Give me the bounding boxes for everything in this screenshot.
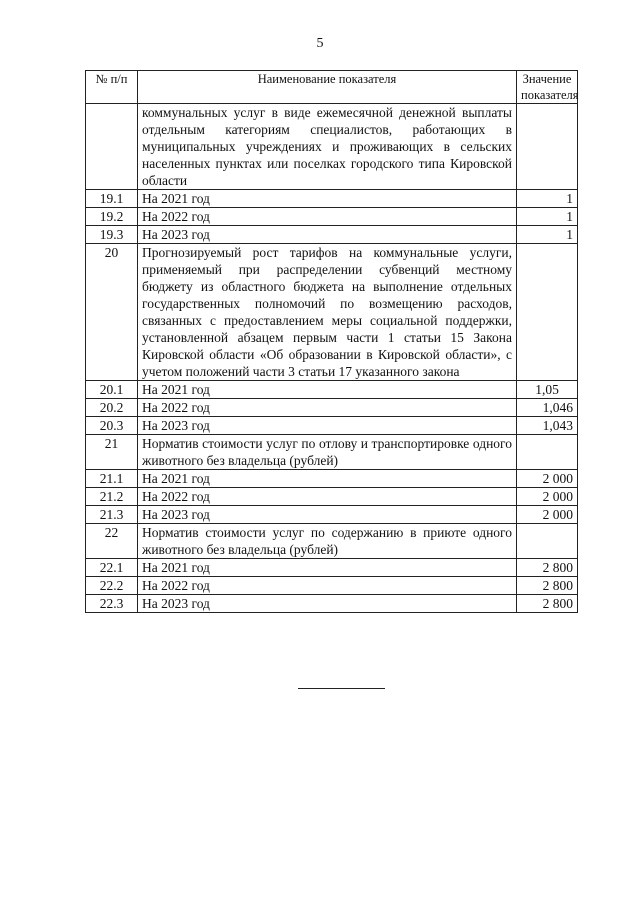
table-row	[86, 506, 578, 524]
row-indicator-name: На 2021 год	[138, 190, 517, 208]
table-row	[86, 488, 578, 506]
row-number: 22.1	[86, 559, 138, 577]
row-indicator-name: На 2023 год	[138, 226, 517, 244]
row-number: 21.3	[86, 506, 138, 524]
table-row	[86, 435, 578, 470]
row-indicator-value: 1,046	[517, 399, 578, 417]
row-indicator-value: 1	[517, 226, 578, 244]
row-indicator-value	[517, 244, 578, 381]
row-indicator-name: На 2021 год	[138, 470, 517, 488]
row-indicator-name: На 2023 год	[138, 417, 517, 435]
table-row	[86, 226, 578, 244]
row-number: 19.3	[86, 226, 138, 244]
table-row	[86, 417, 578, 435]
row-indicator-value: 2 000	[517, 488, 578, 506]
row-number: 21.1	[86, 470, 138, 488]
row-indicator-name: На 2022 год	[138, 208, 517, 226]
table-row	[86, 559, 578, 577]
row-number: 21	[86, 435, 138, 470]
row-indicator-name: На 2022 год	[138, 577, 517, 595]
table-row	[86, 208, 578, 226]
table-row	[86, 577, 578, 595]
end-of-document-line	[298, 688, 385, 689]
row-indicator-value: 2 800	[517, 577, 578, 595]
row-indicator-value	[517, 524, 578, 559]
row-number: 20.1	[86, 381, 138, 399]
table-body	[86, 104, 578, 613]
table-row	[86, 399, 578, 417]
row-indicator-name: На 2022 год	[138, 488, 517, 506]
row-indicator-value: 1,043	[517, 417, 578, 435]
row-indicator-name: На 2021 год	[138, 381, 517, 399]
row-indicator-value: 2 000	[517, 506, 578, 524]
row-number: 22.3	[86, 595, 138, 613]
row-indicator-name: коммунальных услуг в виде ежемесячной денежной выплаты отдельным категориям специалистов, работающих в муниципальных учреждениях и проживающих в сельских населенных пунктах или поселках городского типа Кировской области	[138, 104, 517, 190]
row-indicator-value: 2 800	[517, 559, 578, 577]
row-indicator-value	[517, 435, 578, 470]
row-indicator-name: Прогнозируемый рост тарифов на коммунальные услуги, применяемый при распределении субвенций местному бюджету из областного бюджета на выполнение отдельных государственных полномочий по возмещению расходов, связанных с предоставлением меры социальной поддержки, установленной абзацем первым части 1 статьи 15 Закона Кировской области «Об образовании в Кировской области», с учетом положений части 3 статьи 17 указанного закона	[138, 244, 517, 381]
table-row	[86, 381, 578, 399]
table-header-row	[86, 71, 578, 104]
header-number	[86, 71, 138, 104]
row-number: 22.2	[86, 577, 138, 595]
row-indicator-value: 1	[517, 190, 578, 208]
table-row	[86, 104, 578, 190]
row-indicator-name: Норматив стоимости услуг по содержанию в приюте одного животного без владельца (рублей)	[138, 524, 517, 559]
row-number: 22	[86, 524, 138, 559]
row-number: 20	[86, 244, 138, 381]
table-row	[86, 244, 578, 381]
row-indicator-name: На 2023 год	[138, 506, 517, 524]
row-number: 21.2	[86, 488, 138, 506]
row-indicator-name: На 2021 год	[138, 559, 517, 577]
row-indicator-name: На 2022 год	[138, 399, 517, 417]
row-number	[86, 104, 138, 190]
table-row	[86, 190, 578, 208]
header-number-text: № п/п	[95, 72, 128, 86]
table-row	[86, 595, 578, 613]
row-indicator-name: Норматив стоимости услуг по отлову и транспортировке одного животного без владельца (рублей)	[138, 435, 517, 470]
row-number: 20.3	[86, 417, 138, 435]
table-row	[86, 524, 578, 559]
header-indicator-value: Значение показателя	[517, 71, 578, 104]
row-indicator-value: 1,05	[517, 381, 578, 399]
row-number: 19.1	[86, 190, 138, 208]
row-number: 19.2	[86, 208, 138, 226]
indicators-table	[85, 70, 578, 613]
row-indicator-name: На 2023 год	[138, 595, 517, 613]
row-indicator-value: 1	[517, 208, 578, 226]
row-indicator-value: 2 800	[517, 595, 578, 613]
header-indicator-name: Наименование показателя	[138, 71, 517, 104]
row-number: 20.2	[86, 399, 138, 417]
row-indicator-value	[517, 104, 578, 190]
page-number: 5	[316, 36, 324, 51]
table-row	[86, 470, 578, 488]
row-indicator-value: 2 000	[517, 470, 578, 488]
